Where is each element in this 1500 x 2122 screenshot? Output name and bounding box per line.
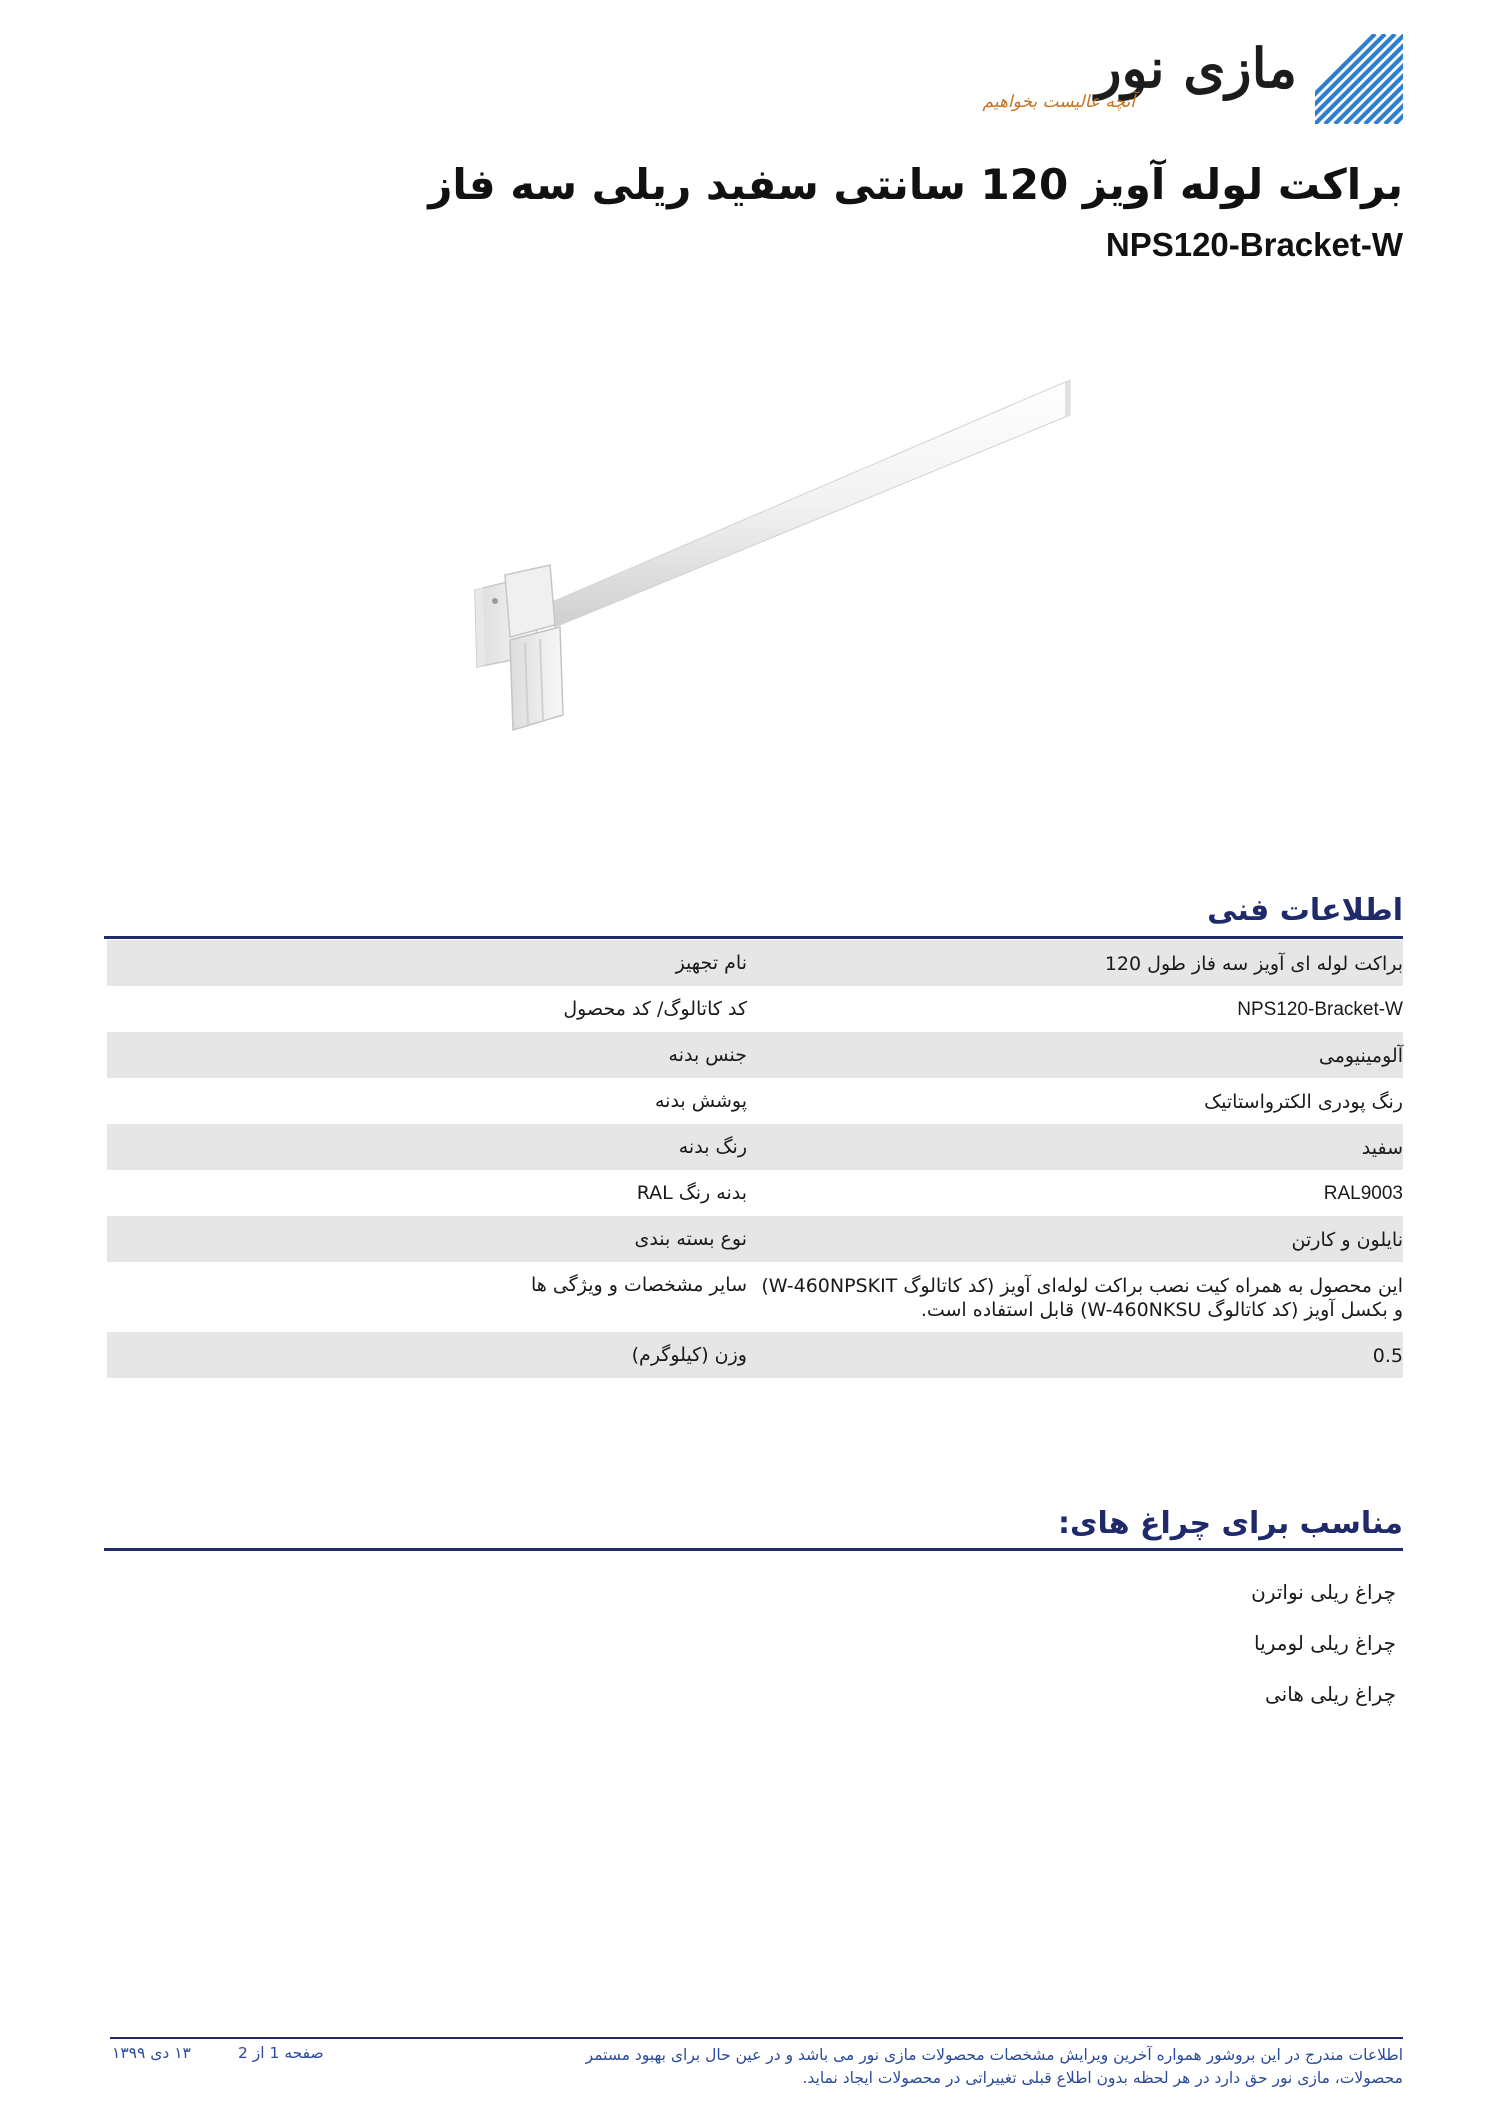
row-value: سفید	[1361, 1137, 1403, 1159]
suitable-lamps-heading: مناسب برای چراغ های:	[1058, 1506, 1403, 1541]
product-code: NPS120-Bracket-W	[1105, 226, 1403, 263]
page-title: براکت لوله آویز 120 سانتی سفید ریلی سه فاز	[428, 160, 1403, 209]
suitable-lamps-divider	[104, 1548, 1403, 1551]
row-label: وزن (کیلوگرم)	[631, 1344, 747, 1366]
list-item: چراغ ریلی نواترن	[1251, 1580, 1396, 1604]
table-row	[107, 1032, 1403, 1078]
technical-table	[107, 940, 1403, 1378]
publish-date: ۱۳ دی ۱۳۹۹	[112, 2044, 191, 2062]
table-row	[107, 1332, 1403, 1378]
page-number: صفحه 1 از 2	[238, 2044, 324, 2062]
white-pipe-bracket-image	[465, 375, 1085, 735]
row-label: نام تجهیز	[675, 952, 747, 974]
technical-heading: اطلاعات فنی	[1207, 893, 1403, 928]
row-value: نایلون و کارتن	[1291, 1229, 1403, 1251]
brand-tagline: آنچه عالیست بخواهیم	[982, 92, 1135, 112]
table-row	[107, 986, 1403, 1032]
table-row	[107, 940, 1403, 986]
row-label: بدنه رنگ RAL	[636, 1182, 747, 1204]
footer-disclaimer: اطلاعات مندرج در این بروشور همواره آخرین ویرایش مشخصات محصولات مازی نور می باشد و در عین حال برای بهبود مستمر محصولات، مازی نور حق دارد در هر لحظه بدون اطلاع قبلی تغییراتی در محصولات ایجاد نماید.	[585, 2046, 1403, 2087]
row-value: آلومینیومی	[1318, 1045, 1403, 1067]
table-row	[107, 1262, 1403, 1332]
striped-square-logo-icon	[1315, 34, 1403, 124]
row-label: جنس بدنه	[668, 1044, 747, 1066]
company-logo	[982, 30, 1403, 130]
row-value: RAL9003	[1323, 1183, 1403, 1204]
footer-divider	[110, 2037, 1403, 2039]
table-row	[107, 1078, 1403, 1124]
row-value: براکت لوله ای آویز سه فاز طول 120	[1104, 953, 1403, 975]
technical-divider	[104, 936, 1403, 939]
row-label: سایر مشخصات و ویژگی ها	[531, 1274, 747, 1296]
row-label: پوشش بدنه	[654, 1090, 747, 1112]
row-value: این محصول به همراه کیت نصب براکت لوله‌ای آویز (کد کاتالوگ W-460NPSKIT) و بکسل آویز (کد کاتالوگ W-460NKSU) قابل استفاده است.	[761, 1275, 1403, 1321]
row-label: نوع بسته بندی	[634, 1228, 747, 1250]
row-value: 0.5	[1372, 1345, 1403, 1367]
brand-name: مازی نور	[1095, 36, 1297, 100]
table-row	[107, 1124, 1403, 1170]
row-label: کد کاتالوگ/ کد محصول	[563, 998, 747, 1020]
suitable-lamps-list	[1251, 1580, 1396, 1733]
row-value: NPS120-Bracket-W	[1237, 999, 1403, 1020]
list-item: چراغ ریلی لومریا	[1254, 1631, 1396, 1655]
row-value: رنگ پودری الکترواستاتیک	[1204, 1091, 1403, 1113]
list-item: چراغ ریلی هانی	[1265, 1682, 1396, 1706]
row-label: رنگ بدنه	[678, 1136, 747, 1158]
table-row	[107, 1216, 1403, 1262]
table-row	[107, 1170, 1403, 1216]
